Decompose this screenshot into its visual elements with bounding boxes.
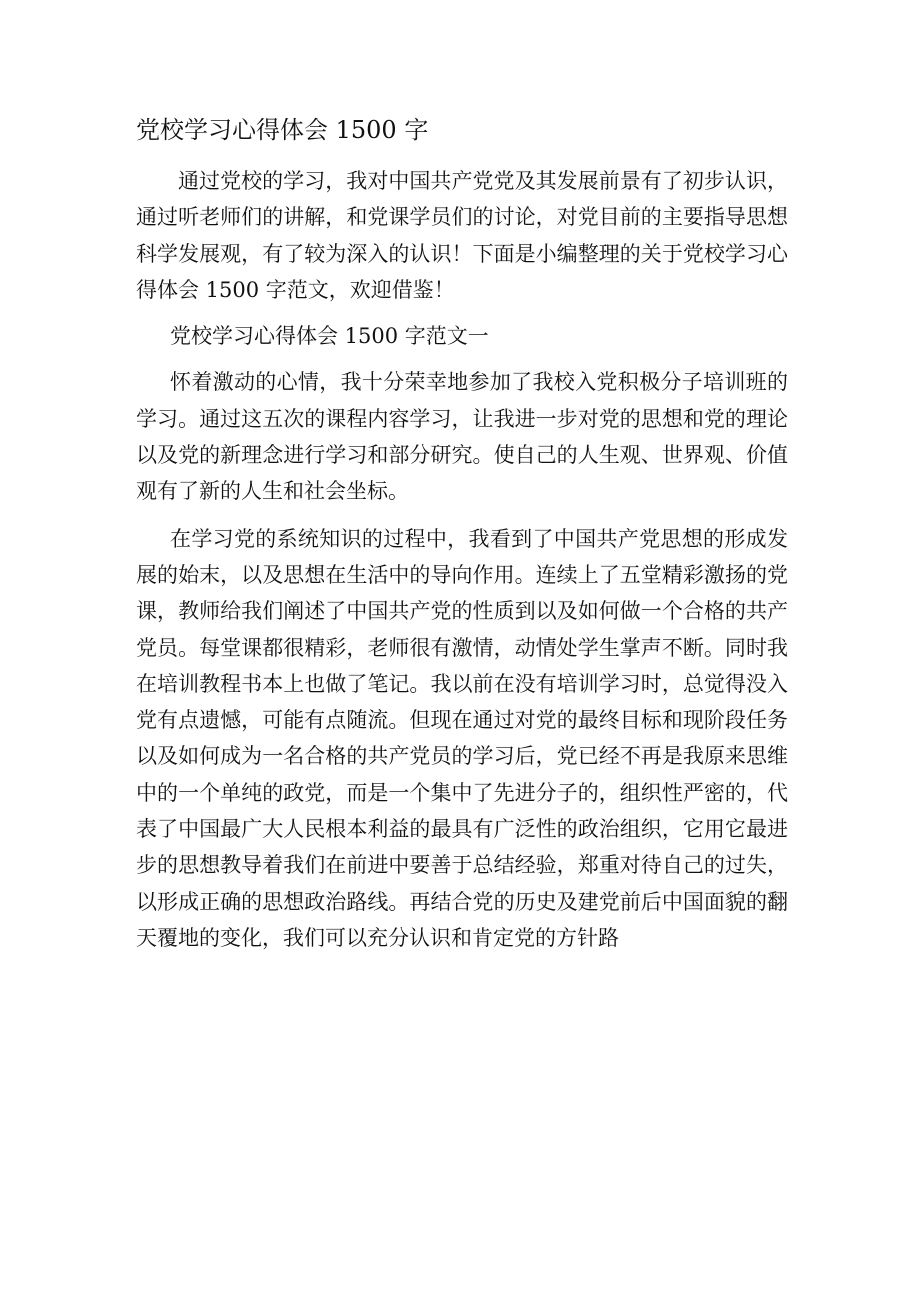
spacer — [136, 510, 788, 521]
section-heading: 党校学习心得体会 1500 字范文一 — [170, 324, 489, 349]
body-paragraph-2: 在学习党的系统知识的过程中，我看到了中国共产党思想的形成发展的始末，以及思想在生活中的导向作用。连续上了五堂精彩激扬的党课，教师给我们阐述了中国共产党的性质到以及如何做一个合格的共产党员。每堂课都很精彩，老师很有激情，动情处学生掌声不断。同时我在培训教程书本上也做了笔记。我以前在没有培训学习时，总觉得没入党有点遗憾，可能有点随流。但现在通过对党的最终目标和现阶段任务以及如何成为一名合格的共产党员的学习后，党已经不再是我原来思维中的一个单纯的政党，而是一个集中了先进分子的，组织性严密的，代表了中国最广大人民根本利益的最具有广泛性的政治组织，它用它最进步的思想教导着我们在前进中要善于总结经验，郑重对待自己的过失，以形成正确的思想政治路线。再结合党的历史及建党前后中国面貌的翻天覆地的变化，我们可以充分认识和肯定党的方针路 — [136, 526, 788, 950]
document-title: 党校学习心得体会 1500 字 — [136, 116, 429, 144]
document-body — [136, 163, 788, 956]
intro-paragraph: 通过党校的学习，我对中国共产党党及其发展前景有了初步认识，通过听老师们的讲解，和党课学员们的讨论，对党目前的主要指导思想科学发展观，有了较为深入的认识！下面是小编整理的关于党校学习心得体会 1500 字范文，欢迎借鉴！ — [136, 169, 788, 302]
spacer — [136, 308, 788, 318]
spacer — [136, 354, 788, 364]
body-paragraph-1: 怀着激动的心情，我十分荣幸地参加了我校入党积极分子培训班的学习。通过这五次的课程内容学习，让我进一步对党的思想和党的理论以及党的新理念进行学习和部分研究。使自己的人生观、世界观、价值观有了新的人生和社会坐标。 — [136, 370, 788, 504]
